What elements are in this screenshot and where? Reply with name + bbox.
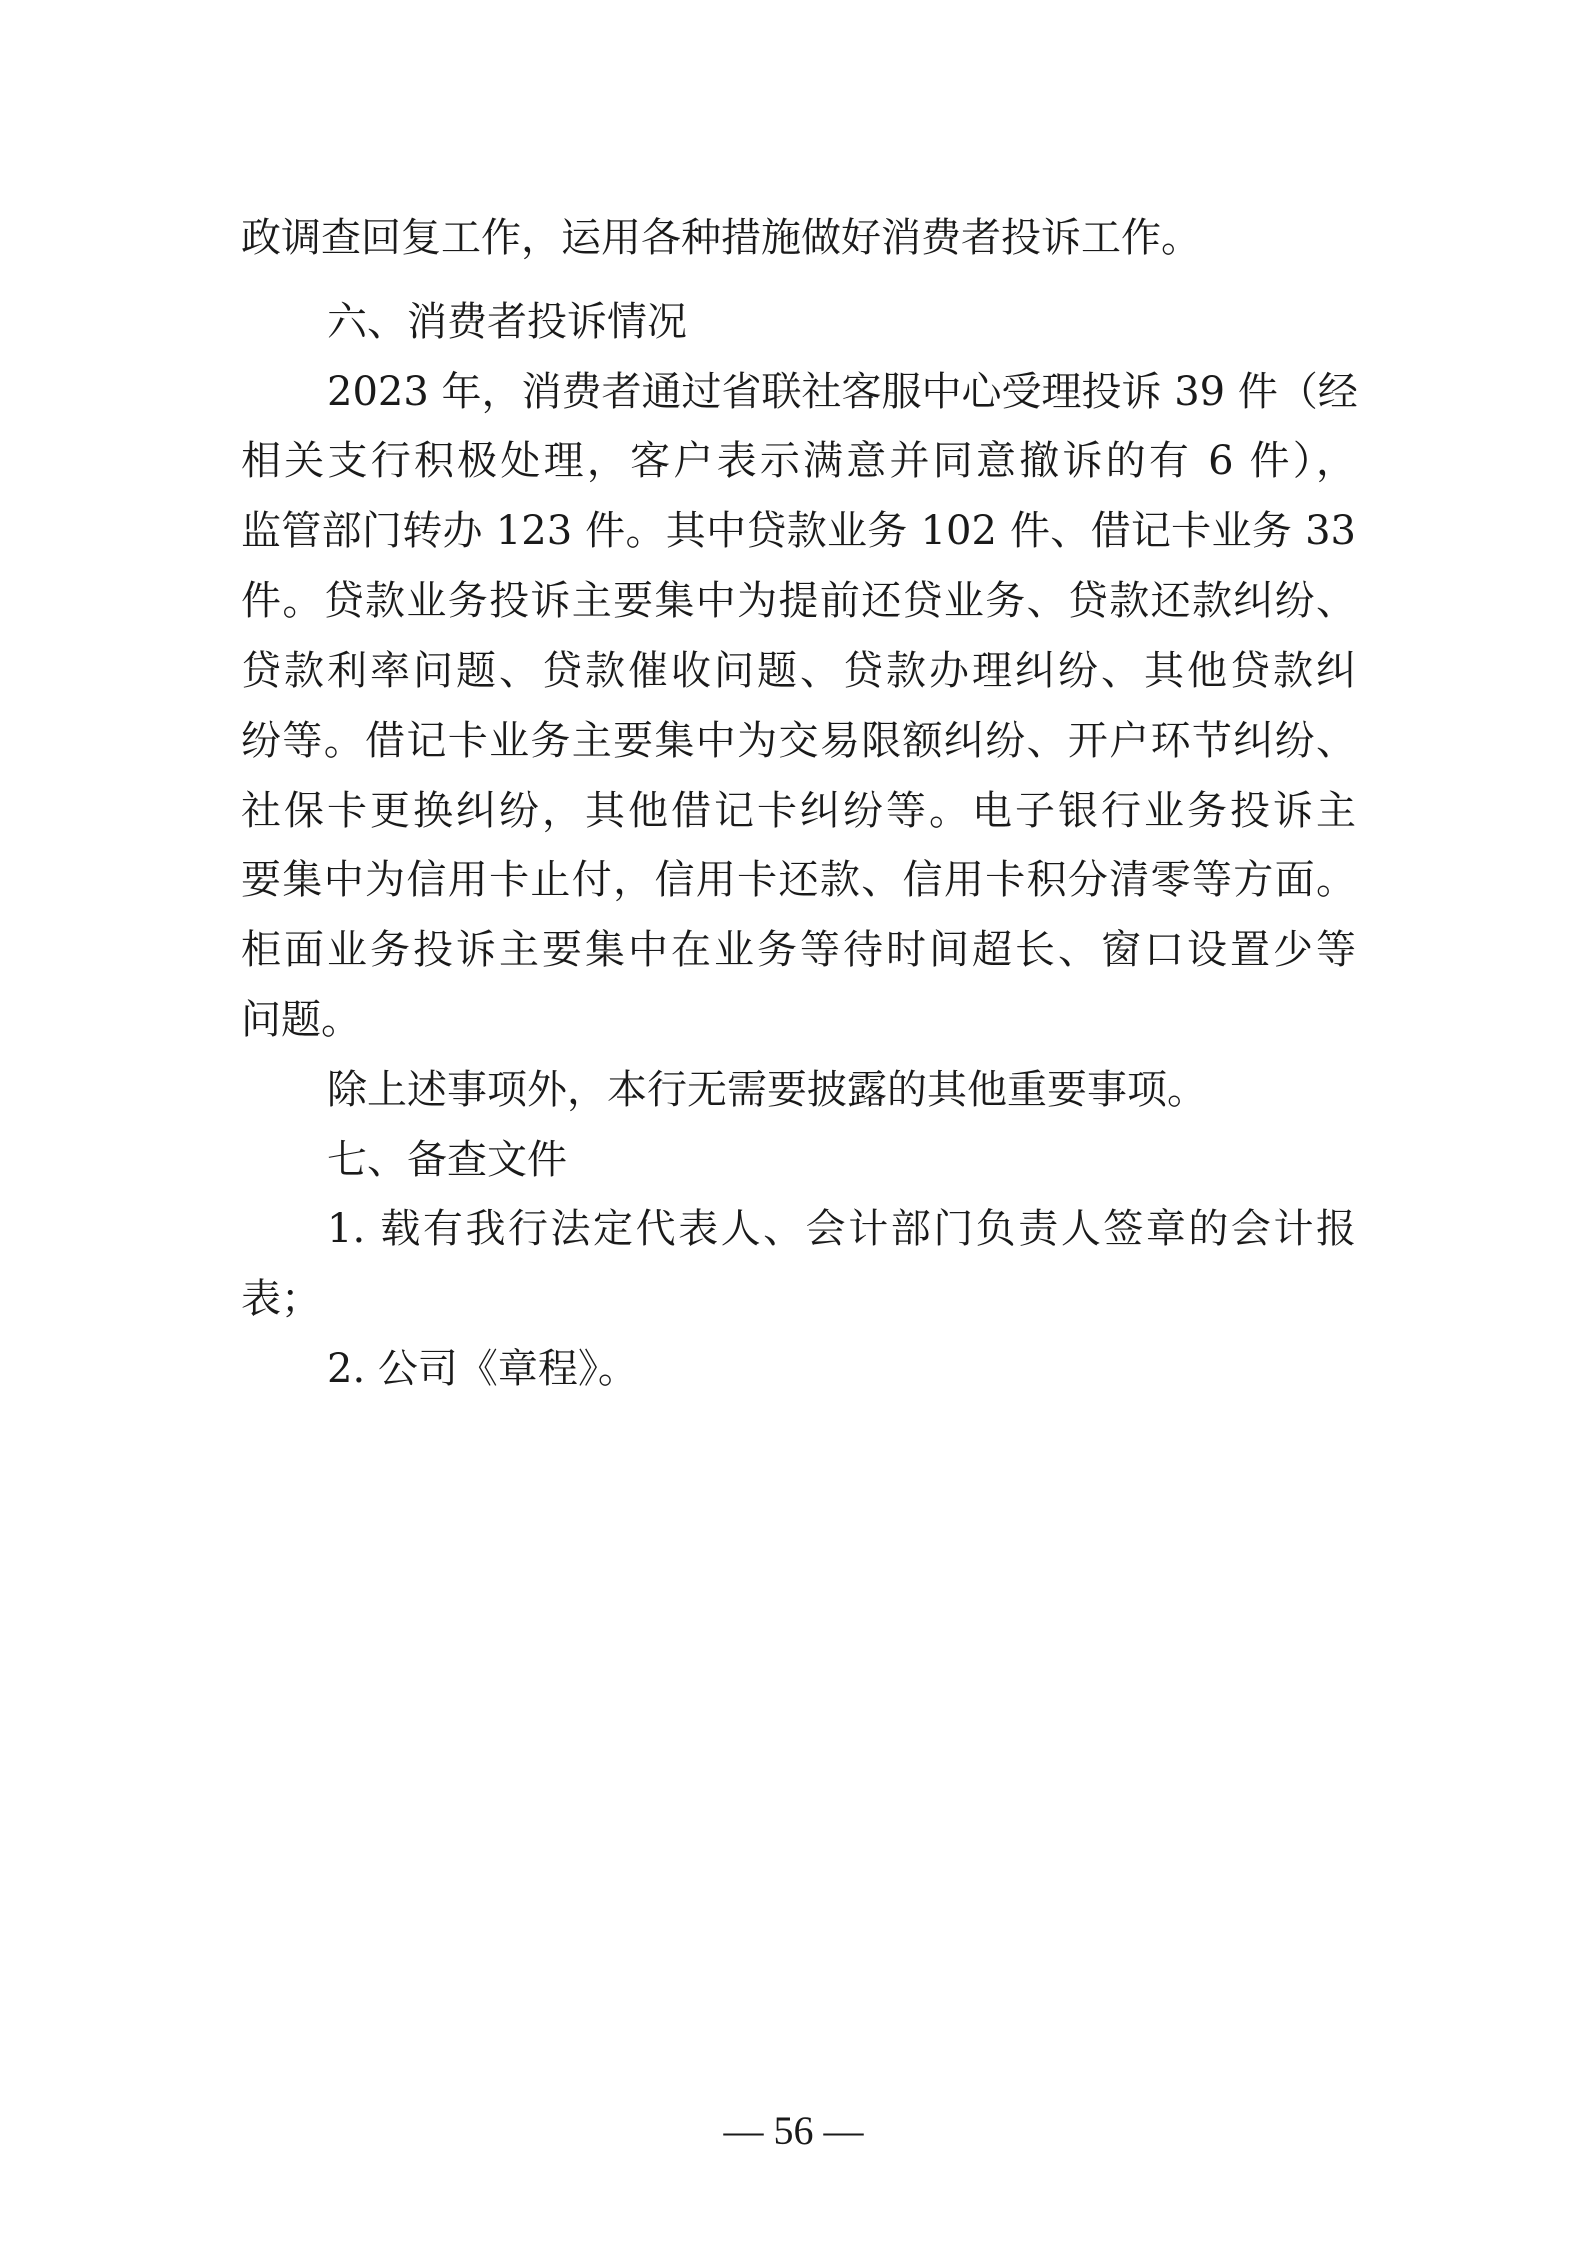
list-item: 2. 公司《章程》。 xyxy=(327,1346,638,1392)
paragraph-line: 件。贷款业务投诉主要集中为提前还贷业务、贷款还款纠纷、 xyxy=(241,578,1356,624)
page-number: — 56 — xyxy=(723,2108,864,2153)
paragraph-line: 政调查回复工作，运用各种措施做好消费者投诉工作。 xyxy=(241,215,1201,261)
paragraph-line: 除上述事项外，本行无需要披露的其他重要事项。 xyxy=(327,1067,1207,1113)
paragraph-line: 2023 年，消费者通过省联社客服中心受理投诉 39 件（经 xyxy=(327,369,1358,415)
paragraph-line: 问题。 xyxy=(241,997,361,1043)
paragraph-line: 监管部门转办 123 件。其中贷款业务 102 件、借记卡业务 33 xyxy=(241,508,1356,554)
list-item: 1. 载有我行法定代表人、会计部门负责人签章的会计报 xyxy=(327,1206,1356,1252)
section-heading: 六、消费者投诉情况 xyxy=(327,299,687,345)
paragraph-line: 纷等。借记卡业务主要集中为交易限额纠纷、开户环节纠纷、 xyxy=(241,718,1356,764)
paragraph-line: 柜面业务投诉主要集中在业务等待时间超长、窗口设置少等 xyxy=(241,927,1356,973)
paragraph-line: 要集中为信用卡止付，信用卡还款、信用卡积分清零等方面。 xyxy=(241,857,1356,903)
section-heading: 七、备查文件 xyxy=(327,1137,567,1183)
paragraph-line: 相关支行积极处理，客户表示满意并同意撤诉的有 6 件）， xyxy=(241,438,1356,484)
paragraph-line: 表； xyxy=(241,1276,321,1322)
paragraph-line: 贷款利率问题、贷款催收问题、贷款办理纠纷、其他贷款纠 xyxy=(241,648,1356,694)
paragraph-line: 社保卡更换纠纷，其他借记卡纠纷等。电子银行业务投诉主 xyxy=(241,788,1356,834)
